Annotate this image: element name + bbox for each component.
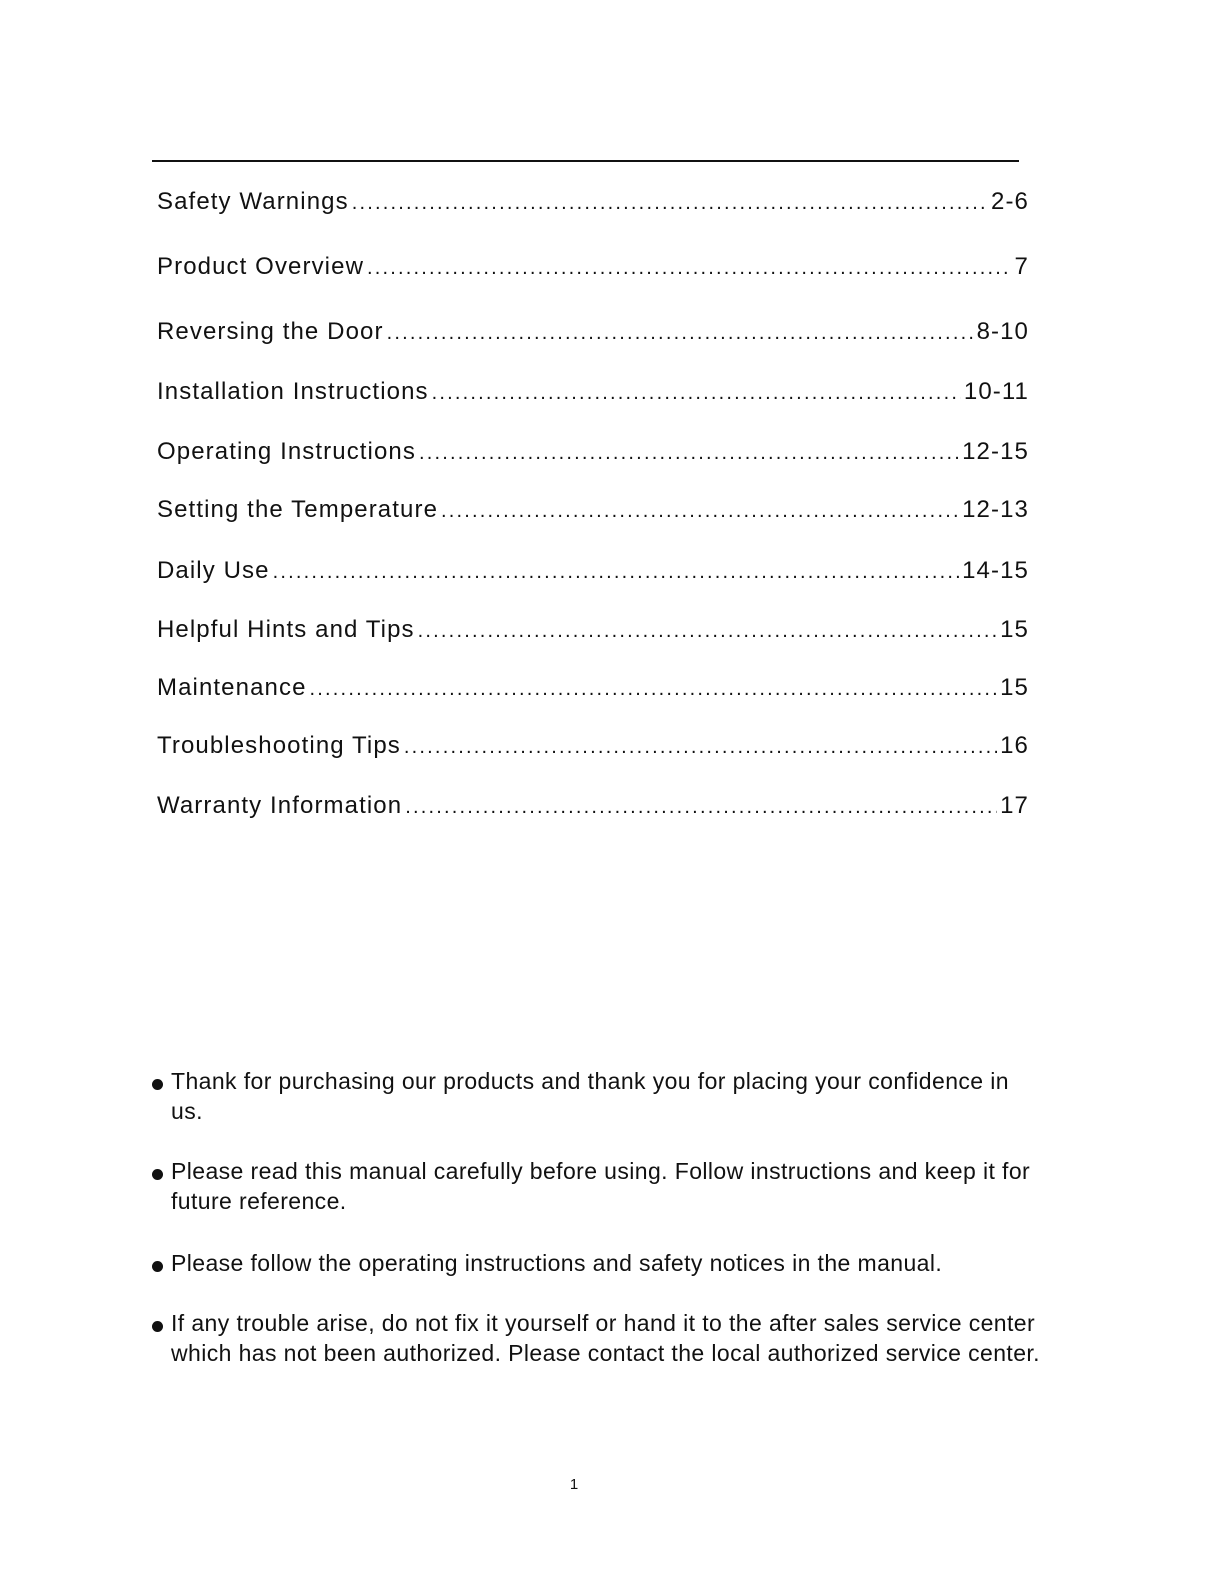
toc-leader-dots [419,435,959,471]
bullet-icon [150,1066,171,1126]
toc-page: 17 [1000,792,1029,819]
bullet-icon [150,1156,171,1216]
toc-title: Helpful Hints and Tips [157,616,415,643]
toc-leader-dots [405,789,997,825]
toc-title: Operating Instructions [157,438,416,465]
toc-entry-setting-the-temperature[interactable] [157,492,1029,528]
toc-page: 7 [1014,253,1029,280]
toc-leader-dots [367,250,1012,286]
toc-title: Reversing the Door [157,318,384,345]
note-item [150,1156,1040,1216]
toc-leader-dots [441,493,959,529]
note-item [150,1308,1040,1368]
toc-page: 8-10 [976,318,1029,345]
top-rule [152,160,1019,162]
toc-page: 2-6 [991,188,1029,215]
toc-leader-dots [273,554,960,590]
toc-leader-dots [310,671,998,707]
toc-entry-reversing-the-door[interactable] [157,314,1029,350]
toc-title: Troubleshooting Tips [157,732,401,759]
note-text: Please read this manual carefully before using. Follow instructions and keep it for future reference. [171,1158,1031,1214]
toc-leader-dots [432,375,961,411]
toc-entry-product-overview[interactable] [157,249,1029,285]
note-text: Please follow the operating instructions and safety notices in the manual. [171,1250,943,1276]
toc-title: Installation Instructions [157,378,429,405]
toc-page: 14-15 [962,557,1029,584]
toc-leader-dots [352,185,988,221]
toc-title: Product Overview [157,253,364,280]
toc-entry-helpful-hints-and-tips[interactable] [157,612,1029,648]
toc-entry-operating-instructions[interactable] [157,434,1029,470]
toc-page: 15 [1000,616,1029,643]
toc-title: Warranty Information [157,792,403,819]
toc-page: 16 [1000,732,1029,759]
toc-entry-installation-instructions[interactable] [157,374,1029,410]
toc-title: Safety Warnings [157,188,349,215]
toc-entry-maintenance[interactable] [157,670,1029,706]
note-text: If any trouble arise, do not fix it yourself or hand it to the after sales service center which has not been authorized. Please contact the local authorized service center. [171,1310,1040,1366]
note-item [150,1248,1040,1278]
toc-page: 15 [1000,674,1029,701]
toc-title: Daily Use [157,557,270,584]
toc-leader-dots [387,315,974,351]
toc-page: 12-15 [962,438,1029,465]
toc-page: 12-13 [962,496,1029,523]
bullet-icon [150,1308,171,1368]
page-number: 1 [569,1476,579,1493]
toc-title: Setting the Temperature [157,496,439,523]
toc-leader-dots [418,613,997,649]
toc-entry-safety-warnings[interactable] [157,184,1029,220]
note-item [150,1066,1040,1126]
toc-title: Maintenance [157,674,307,701]
toc-page: 10-11 [963,378,1029,405]
toc-entry-troubleshooting-tips[interactable] [157,728,1029,764]
toc-leader-dots [404,729,997,765]
note-text: Thank for purchasing our products and thank you for placing your confidence in us. [171,1068,1009,1124]
toc-entry-daily-use[interactable] [157,553,1029,589]
toc-entry-warranty-information[interactable] [157,788,1029,824]
bullet-icon [150,1248,171,1278]
